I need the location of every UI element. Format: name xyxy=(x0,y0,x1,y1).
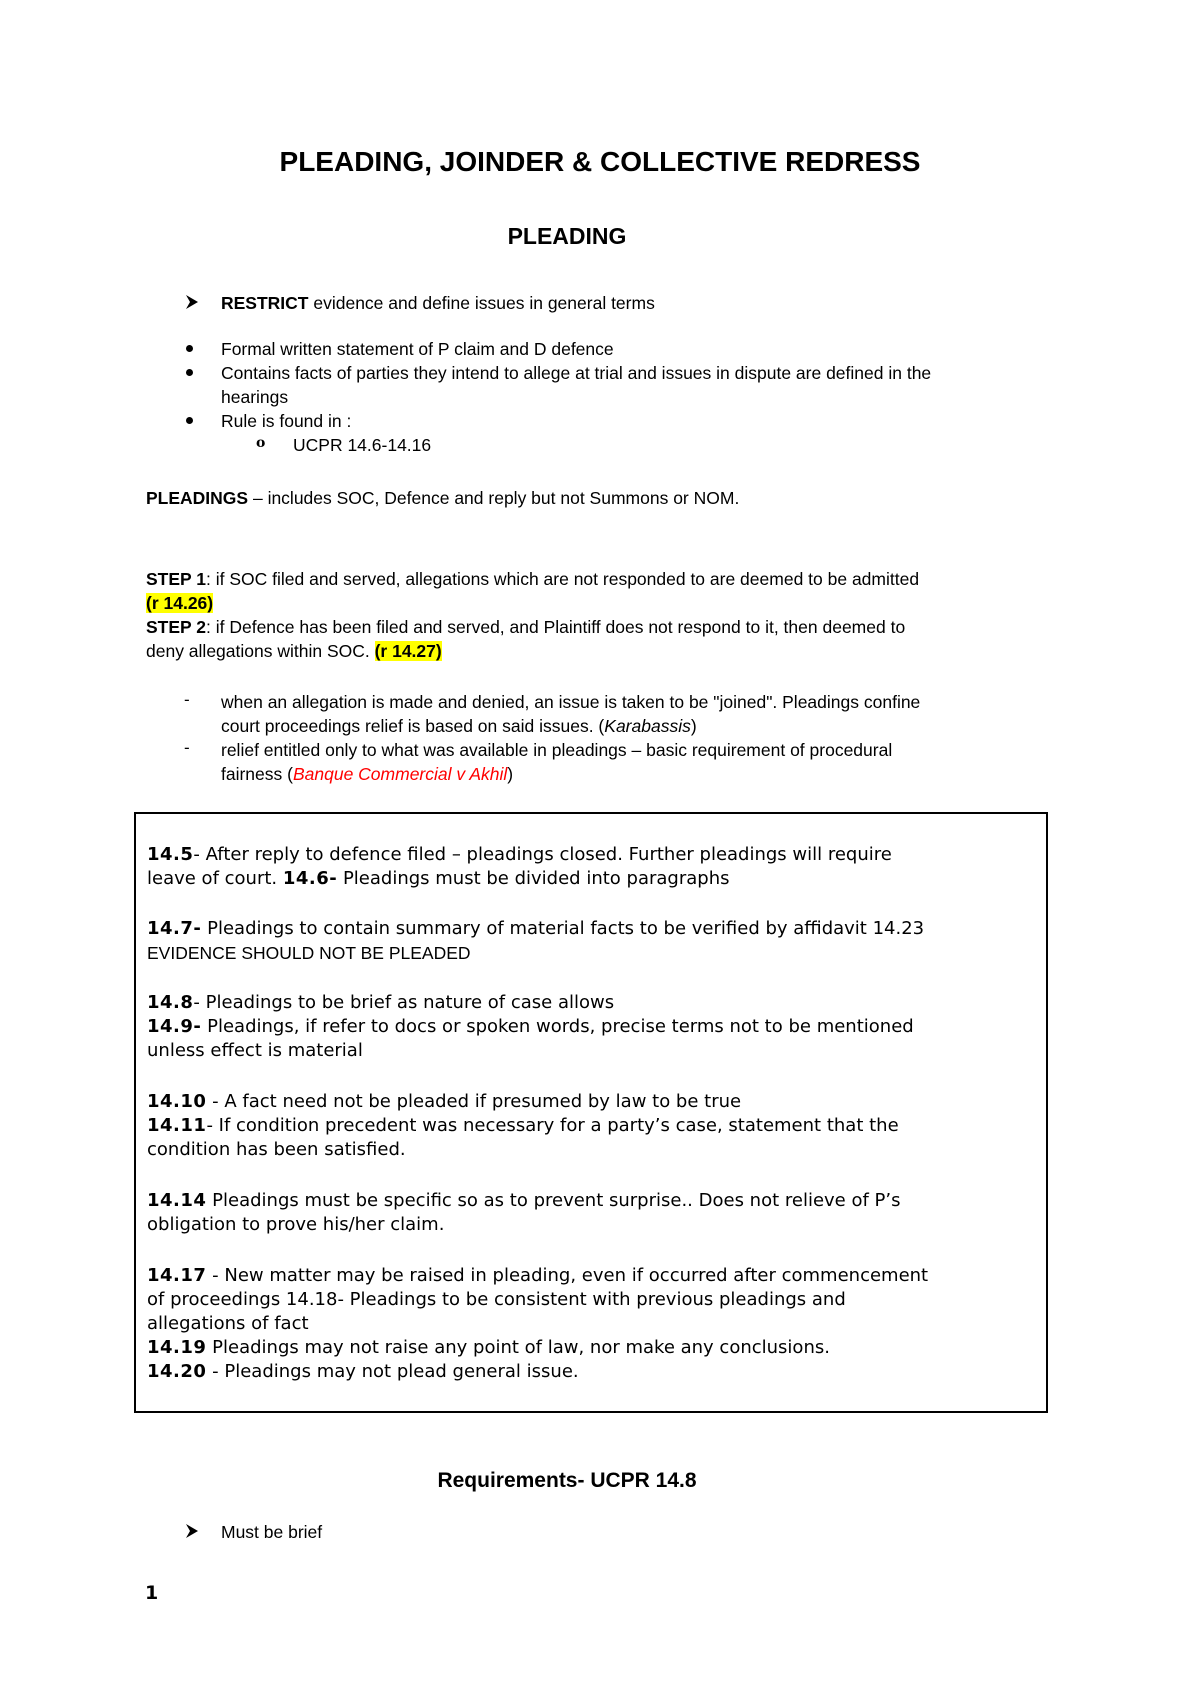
dash-bullet-icon: - xyxy=(184,738,190,757)
dash-item-1: when an allegation is made and denied, an issue is taken to be "joined". Pleadings confine court proceedings relief is based on said issues. (Karabassis) xyxy=(221,692,921,736)
pleadings-definition: PLEADINGS – includes SOC, Defence and reply but not Summons or NOM. xyxy=(146,488,740,508)
sub-bullet-icon: o xyxy=(256,435,266,451)
step-2: STEP 2: if Defence has been filed and served, and Plaintiff does not respond to it, then deemed to deny allegations within SOC. (r 14.27) xyxy=(146,617,906,661)
rules-box xyxy=(134,812,1048,1413)
bullet-dot-icon xyxy=(186,345,193,352)
dash-bullet-icon: - xyxy=(184,690,190,709)
list-item: Formal written statement of P claim and D defence xyxy=(221,339,614,359)
restrict-text: evidence and define issues in general terms xyxy=(308,293,655,313)
sub-list-item: UCPR 14.6-14.16 xyxy=(293,435,432,455)
rule-para: 14.5- After reply to defence filed – pleadings closed. Further pleadings will require leave of court. 14.6- Pleadings must be divided into paragraphs xyxy=(147,844,892,889)
bullet-dot-icon xyxy=(186,417,193,424)
rule-para: 14.7- Pleadings to contain summary of material facts to be verified by affidavit 14.23 EVIDENCE SHOULD NOT BE PLEADED xyxy=(147,918,925,963)
restrict-line xyxy=(221,291,655,315)
dash-item-2: relief entitled only to what was available in pleadings – basic requirement of procedural fairness (Banque Commercial v Akhil) xyxy=(221,740,893,784)
list-item: Rule is found in : xyxy=(221,411,352,431)
bullet-dot-icon xyxy=(186,369,193,376)
section-heading: PLEADING xyxy=(507,223,627,249)
rule-para: 14.8- Pleadings to be brief as nature of case allows 14.9- Pleadings, if refer to docs or spoken words, precise terms not to be mentioned unless effect is material xyxy=(147,992,914,1061)
document-title: PLEADING, JOINDER & COLLECTIVE REDRESS xyxy=(279,146,921,177)
requirements-heading: Requirements- UCPR 14.8 xyxy=(437,1469,697,1492)
rule-para: 14.17 - New matter may be raised in pleading, even if occurred after commencement of proceedings 14.18- Pleadings to be consistent with previous pleadings and allegations of fact 14.19 Pleadings may not raise any point of law, nor make any conclusions. 14.20 - Pleadings may not plead general issue. xyxy=(147,1265,929,1382)
restrict-label: RESTRICT xyxy=(221,293,309,313)
list-item-continuation: hearings xyxy=(221,387,289,407)
rule-para: 14.10 - A fact need not be pleaded if presumed by law to be true 14.11- If condition precedent was necessary for a party’s case, statement that the condition has been satisfied. xyxy=(147,1091,899,1160)
arrow-bullet-icon xyxy=(185,294,199,310)
page-number: 1 xyxy=(145,1582,159,1604)
rule-highlight: (r 14.27) xyxy=(374,641,442,661)
list-item: Contains facts of parties they intend to allege at trial and issues in dispute are defined in the xyxy=(221,363,932,383)
case-name: Karabassis xyxy=(604,716,691,736)
rule-highlight: (r 14.26) xyxy=(146,593,214,613)
step-1: STEP 1: if SOC filed and served, allegations which are not responded to are deemed to be admitted (r 14.26) xyxy=(146,569,920,613)
case-name: Banque Commercial v Akhil xyxy=(292,764,508,784)
list-item: Must be brief xyxy=(221,1522,323,1542)
arrow-bullet-icon xyxy=(185,1523,199,1539)
rule-para: 14.14 Pleadings must be specific so as to prevent surprise.. Does not relieve of P’s obligation to prove his/her claim. xyxy=(147,1190,901,1235)
